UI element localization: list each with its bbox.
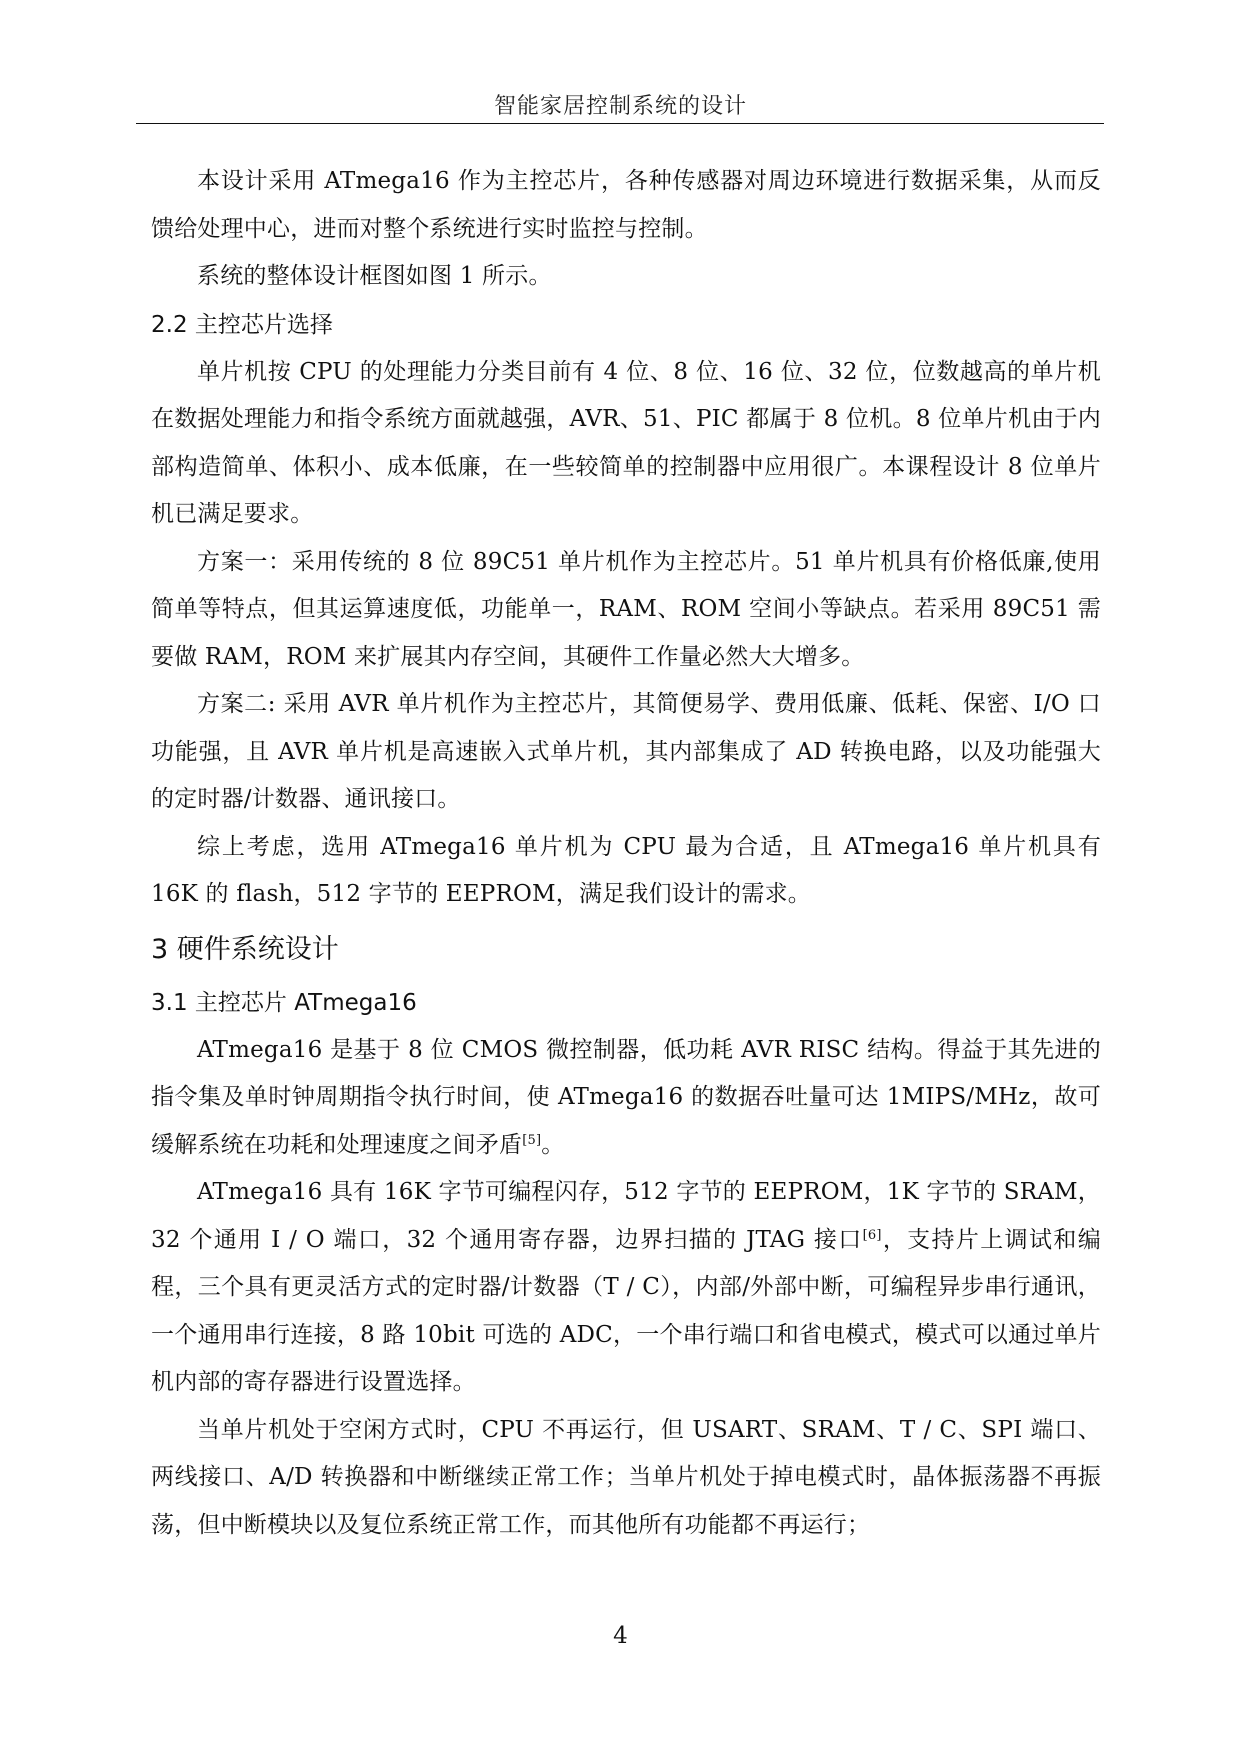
paragraph-intro: 本设计采用 ATmega16 作为主控芯片，各种传感器对周边环境进行数据采集，从而反馈给处理中心，进而对整个系统进行实时监控与控制。: [151, 168, 1101, 242]
header-divider: [136, 123, 1104, 124]
section-heading-3-1: 3.1 主控芯片 ATmega16: [151, 989, 417, 1016]
paragraph-option-one: 方案一：采用传统的 8 位 89C51 单片机作为主控芯片。51 单片机具有价格低廉,使用简单等特点，但其运算速度低，功能单一，RAM、ROM 空间小等缺点。若采用 89C51 需要做 RAM，ROM 来扩展其内存空间，其硬件工作量必然大大增多。: [151, 548, 1101, 670]
paragraph-conclusion: 综上考虑，选用 ATmega16 单片机为 CPU 最为合适，且 ATmega16 单片机具有 16K 的 flash，512 字节的 EEPROM，满足我们设计的需求。: [151, 833, 1101, 907]
paragraph-atmega16-features: [151, 1169, 1101, 1407]
paragraph-figure-ref: 系统的整体设计框图如图 1 所示。: [197, 263, 552, 289]
paragraph-option-two: 方案二: 采用 AVR 单片机作为主控芯片，其简便易学、费用低廉、低耗、保密、I/O 口功能强，且 AVR 单片机是高速嵌入式单片机，其内部集成了 AD 转换电路，以及功能强大的定时器/计数器、通讯接口。: [151, 691, 1101, 812]
chapter-heading-3: 3 硬件系统设计: [151, 933, 339, 965]
paragraph-text: ATmega16 是基于 8 位 CMOS 微控制器，低功耗 AVR RISC 结构。得益于其先进的指令集及单时钟周期指令执行时间，使 ATmega16 的数据吞吐量可达 1MIPS/MHz，故可缓解系统在功耗和处理速度之间矛盾: [151, 1036, 1101, 1158]
running-header: 智能家居控制系统的设计: [493, 94, 747, 119]
citation-5: [5]: [522, 1132, 542, 1148]
paragraph-text: ATmega16 具有 16K 字节可编程闪存，512 字节的 EEPROM，1K 字节的 SRAM，32 个通用 I / O 端口，32 个通用寄存器，边界扫描的 JTAG 接口: [151, 1179, 1101, 1253]
page-body: [151, 158, 1101, 1549]
paragraph-power-modes: 当单片机处于空闲方式时，CPU 不再运行，但 USART、SRAM、T / C、SPI 端口、两线接口、A/D 转换器和中断继续正常工作；当单片机处于掉电模式时，晶体振荡器不再振荡，但中断模块以及复位系统正常工作，而其他所有功能都不再运行；: [151, 1416, 1101, 1538]
citation-6: [6]: [862, 1227, 882, 1243]
section-heading-2-2: 2.2 主控芯片选择: [151, 311, 333, 338]
page-number: 4: [613, 1623, 628, 1649]
paragraph-mcu-classes: 单片机按 CPU 的处理能力分类目前有 4 位、8 位、16 位、32 位，位数越高的单片机在数据处理能力和指令系统方面就越强，AVR、51、PIC 都属于 8 位机。8 位单片机由于内部构造简单、体积小、成本低廉，在一些较简单的控制器中应用很广。本课程设计 8 位单片机已满足要求。: [151, 358, 1101, 527]
paragraph-text-end: 。: [541, 1131, 565, 1158]
paragraph-atmega16-overview: [151, 1027, 1101, 1170]
paragraph-text-continued: ，支持片上调试和编程，三个具有更灵活方式的定时器/计数器（T / C），内部/外部中断，可编程异步串行通讯，一个通用串行连接，8 路 10bit 可选的 ADC，一个串行端口和省电模式，模式可以通过单片机内部的寄存器进行设置选择。: [151, 1226, 1101, 1395]
